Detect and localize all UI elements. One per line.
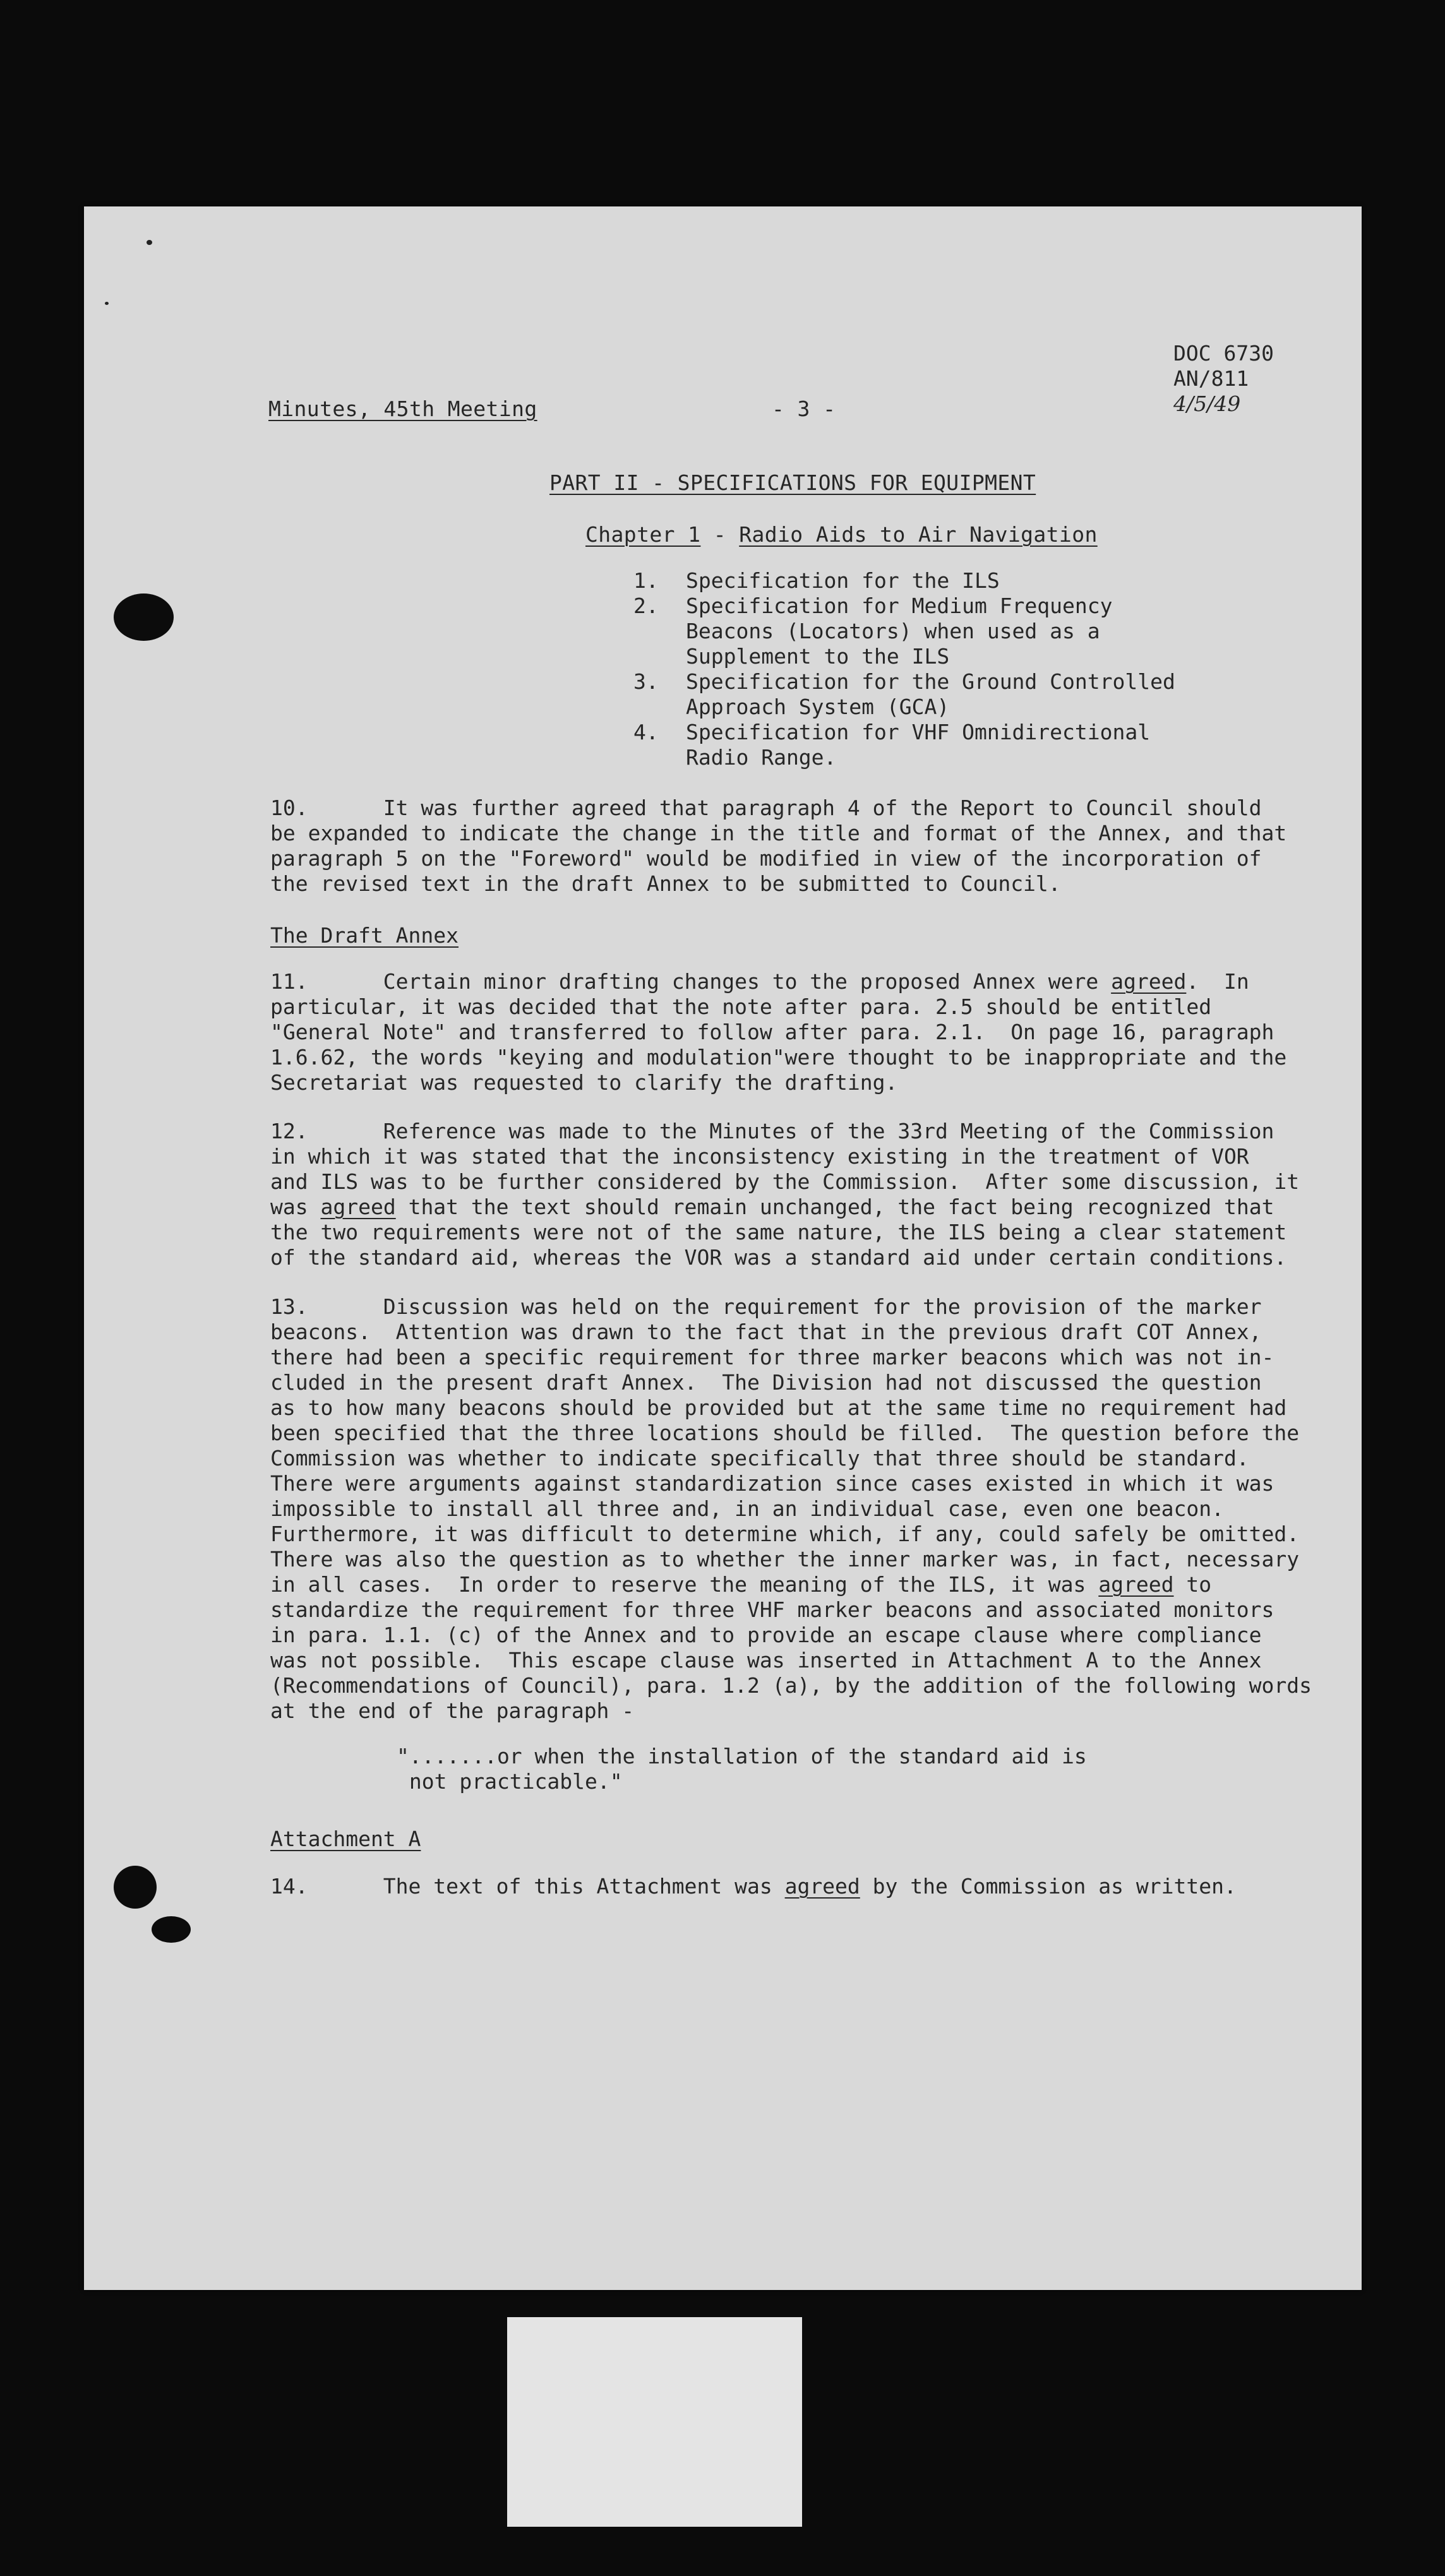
- doc-number: DOC 6730: [1173, 341, 1274, 366]
- paragraph-10: 10. It was further agreed that paragraph 4 of the Report to Council should be expanded to indicate the change in the title and format of the Annex, and that paragraph 5 on the "Foreword" would be modified in view of the incorporation of the revised text in the draft Annex to be submitted to Council.: [270, 796, 1287, 896]
- paragraph-14: 14. The text of this Attachment was agreed by the Commission as written.: [270, 1874, 1237, 1899]
- list-item: 1. Specification for the ILS: [633, 568, 1000, 593]
- doc-reference: [1173, 341, 1274, 417]
- list-item: 3. Specification for the Ground Controlled Approach System (GCA): [633, 669, 1175, 719]
- part-title: PART II - SPECIFICATIONS FOR EQUIPMENT: [549, 470, 1036, 495]
- chapter-title: [585, 522, 1098, 547]
- doc-series: AN/811: [1173, 366, 1249, 391]
- chapter-contents-list: [633, 568, 1175, 770]
- punch-hole-bottom: [114, 1866, 157, 1909]
- speck-mark: [147, 240, 152, 245]
- chapter-dash: -: [700, 522, 740, 547]
- chapter-name: Radio Aids to Air Navigation: [739, 522, 1098, 547]
- heading-attachment-a: Attachment A: [270, 1827, 421, 1851]
- speck-mark: [105, 302, 109, 305]
- quoted-clause: ".......or when the installation of the standard aid is not practicable.": [397, 1744, 1087, 1794]
- doc-date: 4/5/49: [1173, 391, 1241, 416]
- paragraph-11: 11. Certain minor drafting changes to the proposed Annex were agreed. In particular, it was decided that the note after para. 2.5 should be entitled "General Note" and transferred to follow after para. 2.1. On page 16, paragraph 1.6.62, the words "keying and modulation"were thought to be inappropriate and the Secretariat was requested to clarify the drafting.: [270, 969, 1287, 1095]
- punch-mark-bottom: [152, 1916, 191, 1943]
- header-left: Minutes, 45th Meeting: [268, 397, 537, 421]
- punch-hole-top: [114, 593, 174, 641]
- list-item: 4. Specification for VHF Omnidirectional Radio Range.: [633, 720, 1151, 770]
- paragraph-12: 12. Reference was made to the Minutes of the 33rd Meeting of the Commission in which it was stated that the inconsistency existing in the treatment of VOR and ILS was to be further considered by the Commission. After some discussion, it was agreed that the text should remain unchanged, the fact being recognized that the two requirements were not of the same nature, the ILS being a clear statement of the standard aid, whereas the VOR was a standard aid under certain conditions.: [270, 1119, 1300, 1270]
- list-item: 2. Specification for Medium Frequency Beacons (Locators) when used as a Supplement to the ILS: [633, 593, 1113, 669]
- blank-strip: [507, 2317, 802, 2527]
- page-number: - 3 -: [772, 397, 836, 421]
- chapter-prefix: Chapter 1: [585, 522, 701, 547]
- paragraph-13: 13. Discussion was held on the requirement for the provision of the marker beacons. Attention was drawn to the fact that in the previous draft COT Annex, there had been a specific requirement for three marker beacons which was not in- cluded in the present draft Annex. The Division had not discussed the question as to how many beacons should be provided but at the same time no requirement had been specified that the three locations should be filled. The question before the Commission was whether to indicate specifically that three should be standard. There were arguments against standardization since cases existed in which it was impossible to install all three and, in an individual case, even one beacon. Furthermore, it was difficult to determine which, if any, could safely be omitted. There was also the question as to whether the inner marker was, in fact, necessary in all cases. In order to reserve the meaning of the ILS, it was agreed to standardize the requirement for three VHF marker beacons and associated monitors in para. 1.1. (c) of the Annex and to provide an escape clause where compliance was not possible. This escape clause was inserted in Attachment A to the Annex (Recommendations of Council), para. 1.2 (a), by the addition of the following words at the end of the paragraph -: [270, 1294, 1312, 1723]
- heading-draft-annex: The Draft Annex: [270, 923, 459, 948]
